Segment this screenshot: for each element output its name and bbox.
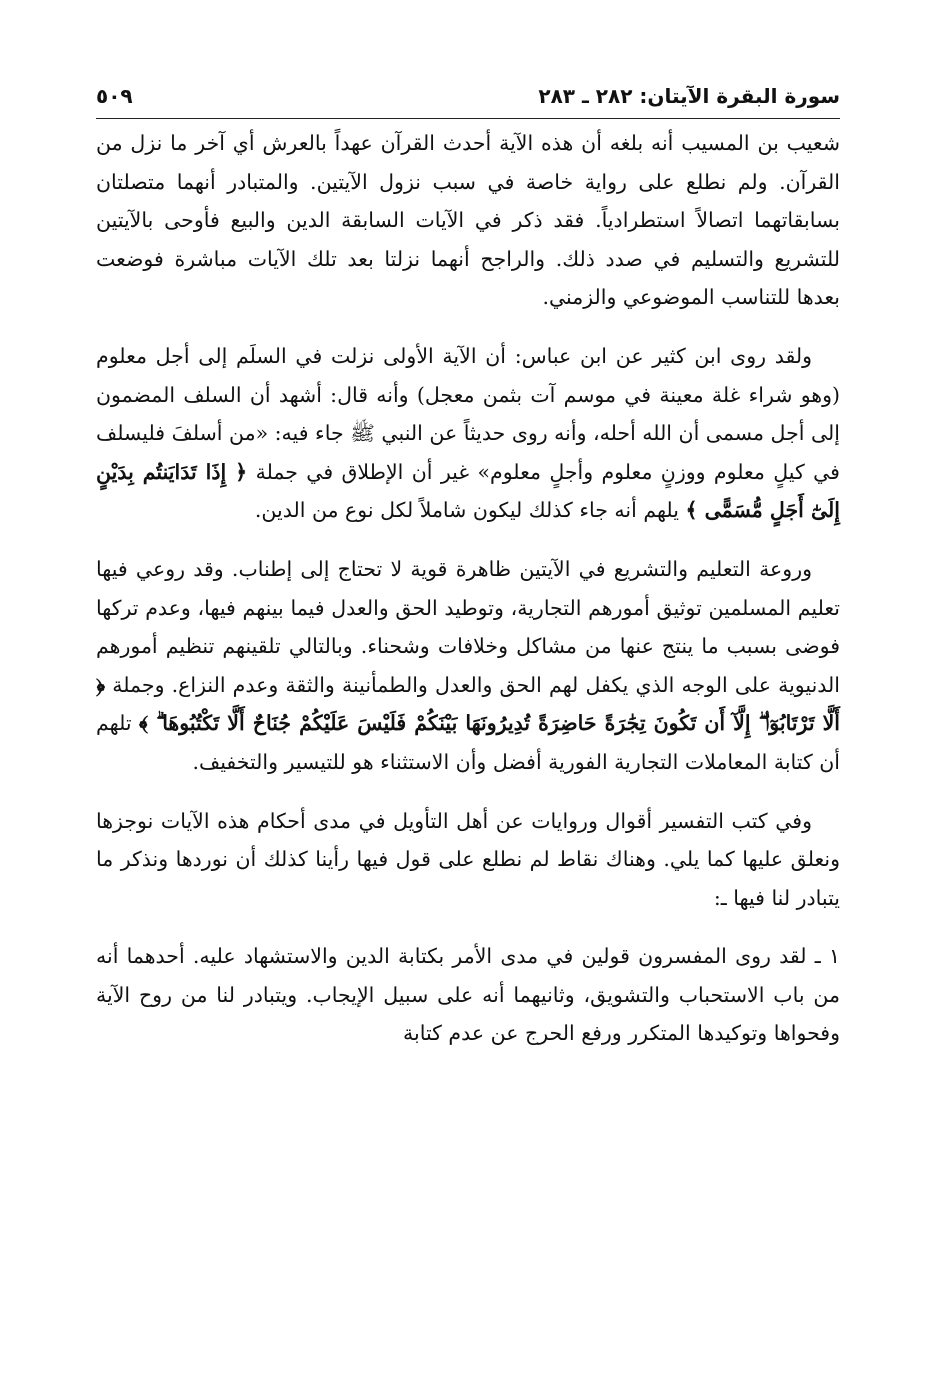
quran-verse-quote: ﴿ إِذَا تَدَايَنتُم بِدَيْنٍ إِلَىٰٓ أَجَلٍ مُّسَمًّى ﴾ [96, 459, 840, 523]
page-number: ٥٠٩ [96, 84, 133, 108]
page-body [96, 124, 840, 1053]
paragraph-4-text: وفي كتب التفسير أقوال وروايات عن أهل التأويل في مدى أحكام هذه الآيات نوجزها ونعلق عليها كما يلي. وهناك نقاط لم نطلع على قول فيها رأينا كذلك أن نوردها ونذكر ما يتبادر لنا فيها ـ: [96, 808, 840, 910]
paragraph-4 [96, 802, 840, 918]
paragraph-1: شعيب بن المسيب أنه بلغه أن هذه الآية أحدث القرآن عهداً بالعرش أي آخر ما نزل من القرآن. ولم نطلع على رواية خاصة في سبب نزول الآيتين. والمتبادر أنهما متصلتان بسابقاتهما اتصالاً استطرادياً. فقد ذكر في الآيات السابقة الدين والبيع فأوحى بالآيتين للتشريع والتسليم في صدد ذلك. والراجح أنهما نزلتا بعد تلك الآيات مباشرة فوضعت بعدها للتناسب الموضوعي والزمني. [96, 131, 840, 310]
paragraph-2-text-a: ولقد روى ابن كثير عن ابن عباس: أن الآية الأولى نزلت في السلَم إلى أجل معلوم (وهو شراء غلة معينة في موسم آت بثمن معجل) وأنه قال: أشهد أن السلف المضمون إلى أجل مسمى أن الله أحله، وأنه روى حديثاً عن النبي ﷺ جاء فيه: «من أسلفَ فليسلف في كيلٍ معلوم ووزنٍ معلوم وأجلٍ معلوم» غير أن الإطلاق في جملة [96, 343, 840, 484]
surah-title: سورة البقرة الآيتان: ٢٨٢ ـ ٢٨٣ [538, 84, 840, 108]
numbered-point-1: ١ ـ لقد روى المفسرون قولين في مدى الأمر بكتابة الدين والاستشهاد عليه. أحدهما أنه من باب الاستحباب والتشويق، وثانيهما أنه على سبيل الإيجاب. ويتبادر لنا من روح الآية وفحواها وتوكيدها المتكرر ورفع الحرج عن عدم كتابة [96, 944, 840, 1046]
paragraph-3-text-b: تلهم أن كتابة المعاملات التجارية الفورية أفضل وأن الاستثناء هو للتيسير والتخفيف. [96, 711, 840, 774]
paragraph-3 [96, 550, 840, 782]
paragraph-2 [96, 337, 840, 530]
quran-verse-quote: ﴿ أَلَّا تَرْتَابُوٓا۟ ۖ إِلَّآ أَن تَكُونَ تِجَٰرَةً حَاضِرَةً تُدِيرُونَهَا بَيْنَكُمْ فَلَيْسَ عَلَيْكُمْ جُنَاحٌ أَلَّا تَكْتُبُوهَا ۗ ﴾ [96, 672, 840, 736]
paragraph-2-text-b: يلهم أنه جاء كذلك ليكون شاملاً لكل نوع من الدين. [254, 498, 679, 523]
header-rule [96, 118, 840, 119]
paragraph-3-text-a: وروعة التعليم والتشريع في الآيتين ظاهرة قوية لا تحتاج إلى إطناب. وقد روعي فيها تعليم المسلمين توثيق أمورهم التجارية، وتوطيد الحق والعدل فيما بينهم فيها، وعدم تركها فوضى بسبب ما ينتج عنها من مشاكل وخلافات وشحناء. وبالتالي تلقينهم تنظيم أمورهم الدنيوية على الوجه الذي يكفل لهم الحق والعدل والطمأنينة والثقة وعدم النزاع. وجملة [96, 556, 840, 697]
running-header [96, 84, 840, 108]
